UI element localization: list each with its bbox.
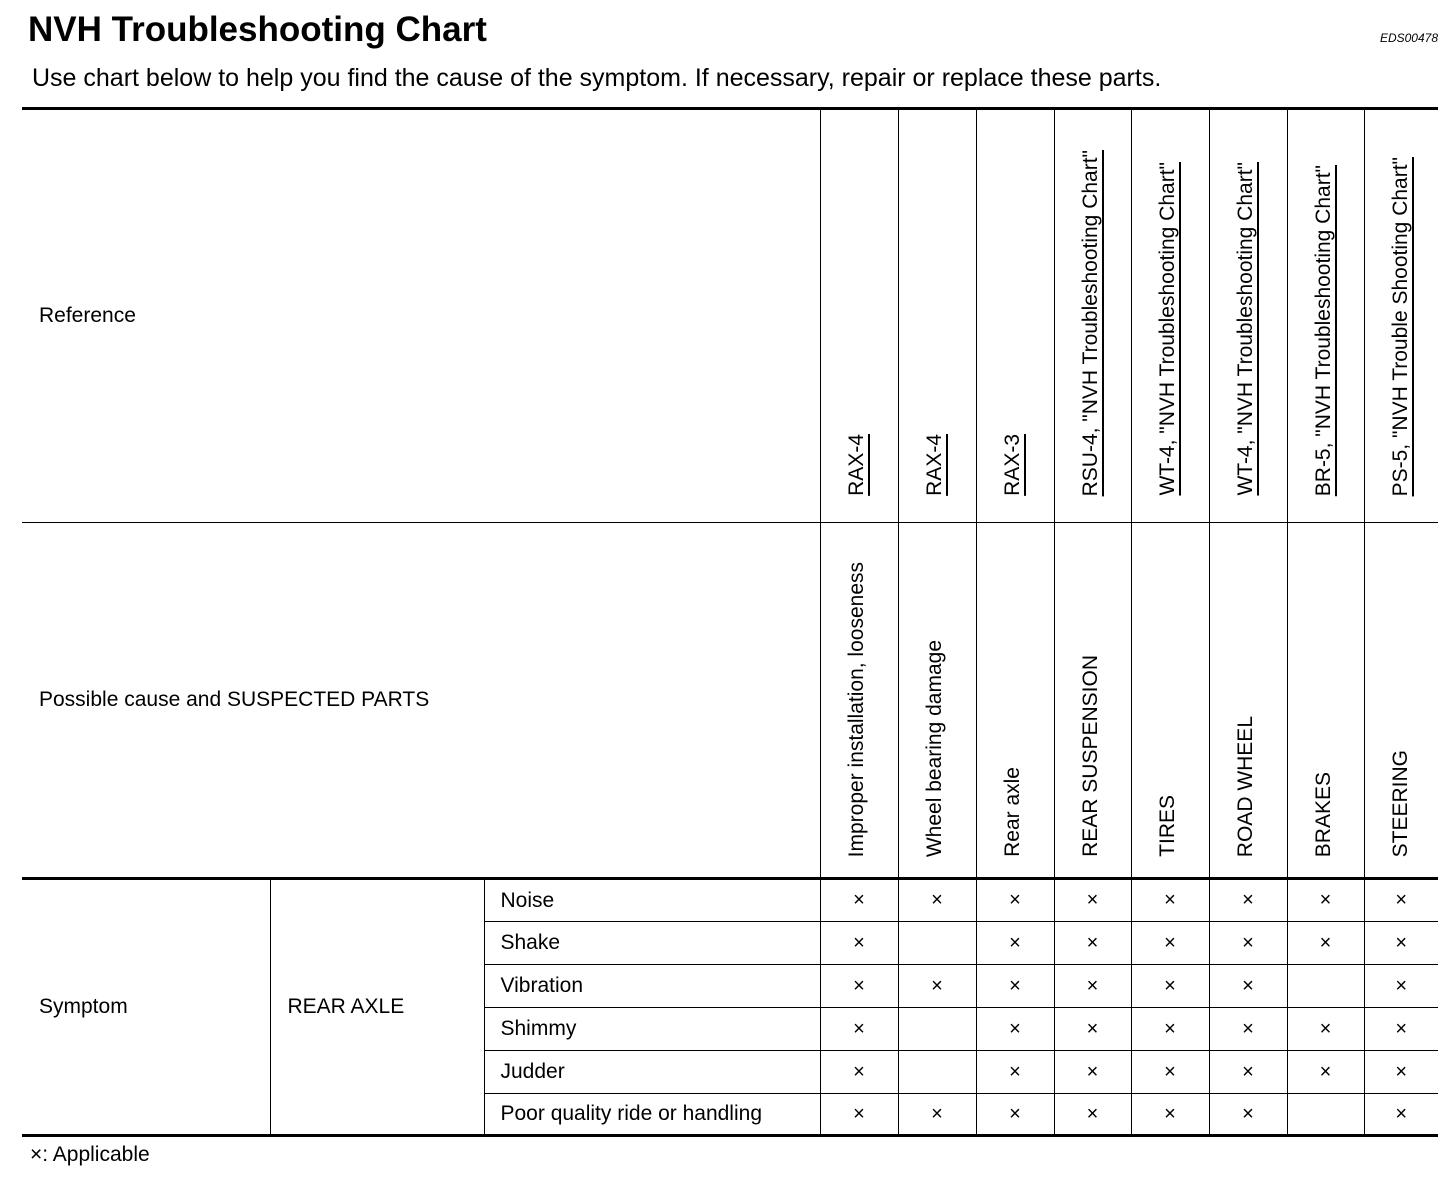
applicable-mark: × [820,922,898,965]
applicable-mark: × [1209,1094,1287,1136]
symptom-name: Shake [484,922,820,965]
legend-note: ×: Applicable [30,1143,150,1166]
applicable-mark: × [898,879,976,922]
part-cell [1364,523,1438,879]
applicable-mark: × [976,1051,1054,1094]
reference-cell [976,109,1054,523]
applicable-mark: × [976,879,1054,922]
part-label: Wheel bearing damage [922,639,946,857]
part-cell [1131,523,1209,879]
reference-label: Reference [22,109,820,523]
applicable-mark: × [1054,1051,1131,1094]
reference-link[interactable]: RSU-4, "NVH Troubleshooting Chart" [1078,149,1102,496]
reference-cell [1054,109,1131,523]
applicable-mark: × [1131,1051,1209,1094]
applicable-mark: × [1287,879,1364,922]
part-cell [1287,523,1364,879]
applicable-mark: × [976,1008,1054,1051]
reference-cell [1131,109,1209,523]
part-label: ROAD WHEEL [1233,715,1257,857]
applicable-mark: × [1131,1094,1209,1136]
empty-cell [1287,1094,1364,1136]
part-label: Rear axle [1000,767,1024,857]
empty-cell [1287,965,1364,1008]
applicable-mark: × [1287,922,1364,965]
applicable-mark: × [898,1094,976,1136]
empty-cell [898,1008,976,1051]
symptom-name: Judder [484,1051,820,1094]
applicable-mark: × [1054,1008,1131,1051]
nvh-chart-table [22,107,1438,1137]
parts-label: Possible cause and SUSPECTED PARTS [22,523,820,879]
applicable-mark: × [1131,965,1209,1008]
applicable-mark: × [1364,1008,1438,1051]
applicable-mark: × [1364,879,1438,922]
applicable-mark: × [820,879,898,922]
part-cell [820,523,898,879]
symptom-row [22,879,1438,922]
applicable-mark: × [1131,922,1209,965]
applicable-mark: × [898,965,976,1008]
reference-link[interactable]: RAX-4 [844,434,868,496]
applicable-mark: × [1287,1051,1364,1094]
symptom-name: Shimmy [484,1008,820,1051]
applicable-mark: × [1209,965,1287,1008]
part-label: STEERING [1388,749,1412,857]
reference-link[interactable]: WT-4, "NVH Troubleshooting Chart" [1155,162,1179,496]
reference-link[interactable]: PS-5, "NVH Trouble Shooting Chart" [1388,156,1412,496]
applicable-mark: × [1287,1008,1364,1051]
applicable-mark: × [976,922,1054,965]
reference-cell [898,109,976,523]
reference-link[interactable]: RAX-4 [922,434,946,496]
group-label: REAR AXLE [270,879,484,1136]
symptom-name: Poor quality ride or handling [484,1094,820,1136]
applicable-mark: × [820,1094,898,1136]
part-label: Improper installation, looseness [844,561,868,857]
symptom-name: Vibration [484,965,820,1008]
applicable-mark: × [1209,1051,1287,1094]
reference-link[interactable]: BR-5, "NVH Troubleshooting Chart" [1311,164,1335,496]
applicable-mark: × [1209,922,1287,965]
applicable-mark: × [1209,1008,1287,1051]
part-label: TIRES [1155,795,1179,857]
reference-cell [1209,109,1287,523]
document-code: EDS00478 [1379,31,1438,45]
applicable-mark: × [1054,879,1131,922]
applicable-mark: × [1131,1008,1209,1051]
applicable-mark: × [1054,965,1131,1008]
applicable-mark: × [820,965,898,1008]
applicable-mark: × [820,1051,898,1094]
reference-link[interactable]: RAX-3 [1000,434,1024,496]
reference-cell [820,109,898,523]
applicable-mark: × [1054,1094,1131,1136]
reference-cell [1287,109,1364,523]
reference-link[interactable]: WT-4, "NVH Troubleshooting Chart" [1233,162,1257,496]
applicable-mark: × [1364,1051,1438,1094]
subtitle: Use chart below to help you find the cause of the symptom. If necessary, repair or replace these parts. [32,64,1162,92]
applicable-mark: × [1054,922,1131,965]
empty-cell [898,1051,976,1094]
applicable-mark: × [976,1094,1054,1136]
applicable-mark: × [1364,965,1438,1008]
applicable-mark: × [820,1008,898,1051]
empty-cell [898,922,976,965]
part-label: BRAKES [1311,771,1335,857]
page-title: NVH Troubleshooting Chart [28,10,487,49]
part-cell [898,523,976,879]
part-label: REAR SUSPENSION [1078,655,1102,857]
reference-cell [1364,109,1438,523]
part-cell [1054,523,1131,879]
applicable-mark: × [1131,879,1209,922]
applicable-mark: × [1209,879,1287,922]
part-cell [976,523,1054,879]
symptom-label: Symptom [22,879,270,1136]
part-cell [1209,523,1287,879]
applicable-mark: × [1364,922,1438,965]
applicable-mark: × [976,965,1054,1008]
applicable-mark: × [1364,1094,1438,1136]
symptom-name: Noise [484,879,820,922]
